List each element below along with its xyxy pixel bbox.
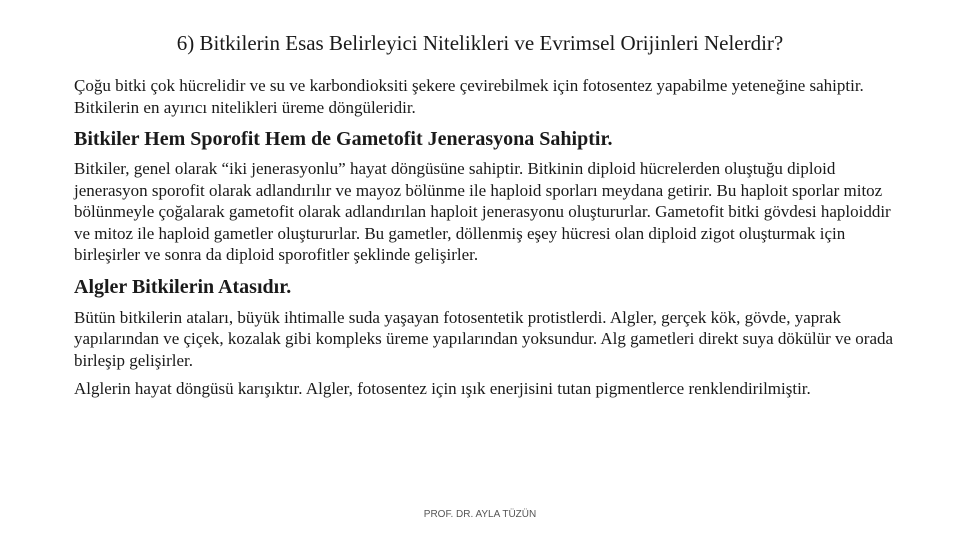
section-heading-algae: Algler Bitkilerin Atasıdır. xyxy=(74,275,292,298)
section-paragraph-algae-ancestors: Bütün bitkilerin ataları, büyük ihtimalle suda yaşayan fotosentetik protistlerdi. Algler, gerçek kök, gövde, yaprak yapılarından ve çiçek, kozalak gibi kompleks üreme yapılarından yoksundur. Alg gametleri direkt suya dökülür ve orada birleşip gelişirler. xyxy=(74,307,894,370)
section-paragraph-sporophyte: Bitkiler, genel olarak “iki jenerasyonlu” hayat döngüsüne sahiptir. Bitkinin diploid hücrelerden oluştuğu diploid jenerasyon sporofit olarak adlandırılır ve mayoz bölünme ile haploid sporları meydana getirir. Bu haploit sporlar mitoz bölünmeyle çoğalarak gametofit olarak adlandırılan haploit jenerasyonu oluştururlar. Gametofit bitki gövdesi haploiddir ve mitoz ile haploid gametler oluştururlar. Bu gametler, döllenmiş eşey hücresi olan diploid zigot oluşturmak için birleşirler ve sonra da diploid sporofitler şeklinde gelişirler. xyxy=(74,159,891,264)
footer-author: PROF. DR. AYLA TÜZÜN xyxy=(423,509,537,520)
section-paragraph-algae-lifecycle: Alglerin hayat döngüsü karışıktır. Algler, fotosentez için ışık enerjisini tutan pigmentlerce renklendirilmiştir. xyxy=(74,379,811,398)
intro-paragraph: Çoğu bitki çok hücrelidir ve su ve karbondioksiti şekere çevirebilmek için fotosentez yapabilme yeteneğine sahiptir. Bitkilerin en ayırıcı nitelikleri üreme döngüleridir. xyxy=(74,76,864,117)
slide-content xyxy=(74,75,904,400)
slide-title: 6) Bitkilerin Esas Belirleyici Nitelikleri ve Evrimsel Orijinleri Nelerdir? xyxy=(176,31,784,55)
section-heading-sporophyte: Bitkiler Hem Sporofit Hem de Gametofit Jenerasyona Sahiptir. xyxy=(74,128,613,150)
